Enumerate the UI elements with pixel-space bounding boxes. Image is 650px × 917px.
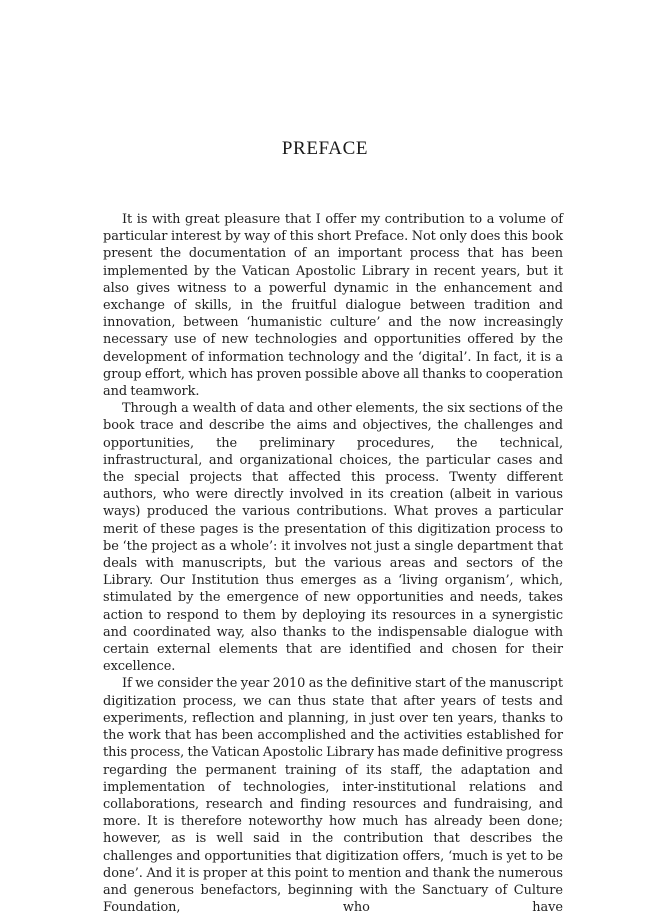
paragraph-1: It is with great pleasure that I offer my contribution to a volume of particular interest by way of this short Preface. Not only does this book present the documentation of an important process that has been implemented by the Vatican Apostolic Library in recent years, but it also gives witness to a powerful dynamic in the enhancement and exchange of skills, in the fruitful dialogue between tradition and innovation, between ‘humanistic culture’ and the now increasingly necessary use of new technologies and opportunities offered by the development of information technology and the ‘digital’. In fact, it is a group effort, which has proven possible above all thanks to cooperation and teamwork. <box>103 212 563 400</box>
paragraph-2: Through a wealth of data and other elements, the six sections of the book trace and describe the aims and objectives, the challenges and opportunities, the preliminary procedures, the technical, infrastructural, and organizational choices, the particular cases and the special projects that affected this process. Twenty different authors, who were directly involved in its creation (albeit in various ways) produced the various contributions. What proves a particular merit of these pages is the presentation of this digitization process to be ‘the project as a whole’: it involves not just a single department that deals with manuscripts, but the various areas and sectors of the Library. Our Institution thus emerges as a ‘living organism’, which, stimulated by the emergence of new opportunities and needs, takes action to respond to them by deploying its resources in a synergistic and coordinated way, also thanks to the indispensable dialogue with certain external elements that are identified and chosen for their excellence. <box>103 401 563 675</box>
paragraph-3: If we consider the year 2010 as the definitive start of the manuscript digitization process, we can thus state that after years of tests and experiments, reflection and planning, in just over ten years, thanks to the work that has been accomplished and the activities established for this process, the Vatican Apostolic Library has made definitive progress regarding the permanent training of its staff, the adaptation and implementation of technologies, inter-institutional relations and collaborations, research and finding resources and fundraising, and more. It is therefore noteworthy how much has already been done; however, as is well said in the contribution that describes the challenges and opportunities that digitization offers, ‘much is yet to be done’. And it is proper at this point to mention and thank the numerous and generous benefactors, beginning with the Sanctuary of Culture Foundation, who have <box>103 676 563 916</box>
preface-body <box>103 211 563 916</box>
page-title: PREFACE <box>281 138 369 159</box>
